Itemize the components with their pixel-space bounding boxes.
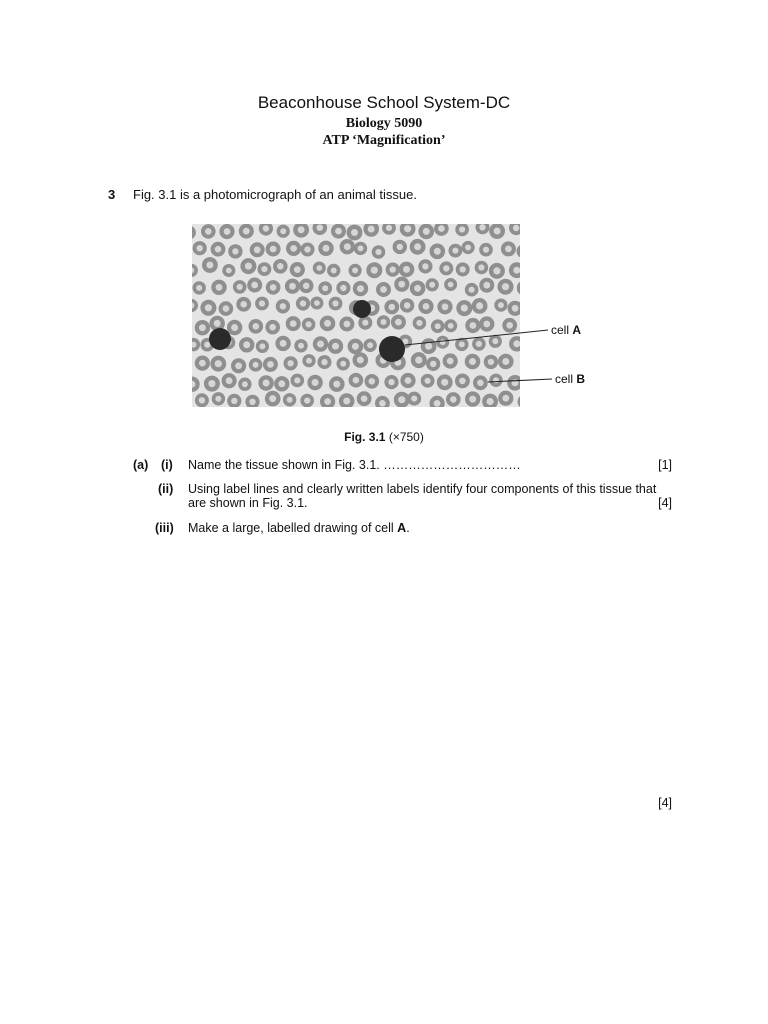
red-blood-cell-centre	[280, 340, 287, 347]
red-blood-cell	[517, 280, 520, 295]
red-blood-cell-centre	[358, 245, 364, 251]
red-blood-cell-centre	[357, 285, 364, 292]
red-blood-cell-centre	[314, 300, 320, 306]
red-blood-cell-centre	[335, 228, 342, 235]
red-blood-cell-centre	[483, 321, 490, 328]
part-iii-text: Make a large, labelled drawing of cell A.	[188, 521, 410, 535]
red-blood-cell-centre	[498, 302, 504, 308]
blood-smear-image	[192, 224, 520, 407]
red-blood-cell-centre	[199, 360, 206, 367]
red-blood-cell-centre	[323, 245, 330, 252]
red-blood-cell-centre	[368, 226, 375, 233]
red-blood-cell-centre	[493, 267, 500, 274]
red-blood-cell-centre	[197, 245, 203, 251]
red-blood-cell-centre	[447, 358, 454, 365]
red-blood-cell-centre	[388, 379, 394, 385]
red-blood-cell-centre	[459, 378, 466, 385]
red-blood-cell-centre	[483, 282, 490, 289]
red-blood-cell-centre	[452, 248, 458, 254]
red-blood-cell-centre	[488, 359, 494, 365]
red-blood-cell-centre	[205, 304, 212, 311]
red-blood-cell-centre	[259, 343, 265, 349]
red-blood-cell-centre	[231, 324, 238, 331]
cell-a-label: cell A	[551, 323, 582, 337]
red-blood-cell-centre	[290, 320, 297, 327]
red-blood-cell-centre	[254, 246, 261, 253]
red-blood-cell-centre	[343, 398, 350, 405]
school-name: Beaconhouse School System-DC	[257, 93, 511, 112]
red-blood-cell-centre	[304, 398, 310, 404]
red-blood-cell-centre	[397, 244, 403, 250]
red-blood-cell-centre	[253, 323, 260, 330]
red-blood-cell-centre	[208, 380, 215, 387]
red-blood-cell-centre	[404, 225, 411, 232]
red-blood-cell-centre	[513, 267, 520, 274]
red-blood-cell-centre	[430, 361, 436, 367]
red-blood-cell-centre	[306, 321, 312, 327]
red-blood-cell-centre	[438, 225, 445, 232]
red-blood-cell-centre	[324, 398, 331, 405]
red-blood-cell-centre	[277, 263, 284, 270]
red-blood-cell-centre	[304, 246, 310, 252]
red-blood-cell-centre	[331, 268, 337, 274]
red-blood-cell-centre	[316, 265, 322, 271]
red-blood-cell-centre	[251, 282, 258, 289]
cell-b-label: cell B	[555, 372, 586, 386]
red-blood-cell-centre	[253, 362, 259, 368]
red-blood-cell-centre	[425, 378, 431, 384]
red-blood-cell-centre	[245, 263, 252, 270]
red-blood-cell-centre	[215, 246, 222, 253]
red-blood-cell-centre	[460, 266, 466, 272]
red-blood-cell-centre	[441, 379, 448, 386]
red-blood-cell-centre	[381, 319, 387, 325]
red-blood-cell-centre	[448, 323, 454, 329]
part-ii-label: (ii)	[158, 482, 174, 496]
red-blood-cell-centre	[404, 302, 411, 309]
red-blood-cell-centre	[280, 303, 286, 309]
red-blood-cell-centre	[289, 283, 296, 290]
red-blood-cell-centre	[487, 398, 494, 405]
red-blood-cell-centre	[232, 248, 238, 254]
part-iii-marks: [4]	[658, 796, 672, 810]
red-blood-cell-centre	[469, 396, 476, 403]
red-blood-cell-centre	[479, 224, 485, 230]
red-blood-cell-centre	[414, 285, 421, 292]
red-blood-cell-centre	[506, 322, 513, 329]
red-blood-cell-centre	[469, 358, 476, 365]
red-blood-cell-centre	[434, 400, 441, 407]
red-blood-cell-centre	[312, 379, 319, 386]
red-blood-cell-centre	[390, 266, 396, 272]
red-blood-cell-centre	[303, 283, 310, 290]
red-blood-cell-centre	[235, 362, 242, 369]
red-blood-cell-centre	[476, 341, 482, 347]
red-blood-cell-centre	[353, 377, 360, 384]
red-blood-cell-centre	[380, 286, 387, 293]
red-blood-cell-centre	[278, 380, 285, 387]
red-blood-cell-centre	[512, 379, 519, 386]
red-blood-cell-centre	[416, 320, 422, 326]
red-blood-cell-centre	[294, 377, 300, 383]
red-blood-cell-centre	[395, 319, 402, 326]
white-blood-cell	[379, 336, 405, 362]
red-blood-cell-centre	[214, 320, 221, 327]
red-blood-cell-centre	[448, 282, 454, 288]
red-blood-cell-centre	[261, 266, 267, 272]
red-blood-cell-centre	[199, 397, 205, 403]
red-blood-cell-centre	[379, 400, 386, 407]
white-blood-cell	[353, 300, 371, 318]
red-blood-cell-centre	[196, 285, 202, 291]
red-blood-cell-centre	[414, 243, 421, 250]
part-i-marks: [1]	[658, 458, 672, 472]
red-blood-cell-centre	[333, 381, 340, 388]
question-intro: Fig. 3.1 is a photomicrograph of an animal tissue.	[133, 187, 417, 202]
red-blood-cell-centre	[478, 264, 484, 270]
red-blood-cell-centre	[263, 225, 269, 231]
question-number: 3	[108, 187, 116, 202]
red-blood-cell-centre	[324, 320, 331, 327]
part-i-label: (i)	[161, 458, 173, 472]
red-blood-cell-centre	[298, 343, 304, 349]
red-blood-cell-centre	[513, 225, 519, 231]
red-blood-cell-centre	[300, 300, 306, 306]
red-blood-cell-centre	[224, 228, 231, 235]
red-blood-cell-centre	[389, 304, 396, 311]
red-blood-cell-centre	[492, 338, 498, 344]
red-blood-cell-centre	[502, 395, 509, 402]
part-a-label: (a)	[133, 458, 149, 472]
red-blood-cell-centre	[440, 339, 446, 345]
red-blood-cell-centre	[450, 396, 457, 403]
red-blood-cell-centre	[429, 282, 435, 288]
red-blood-cell-centre	[240, 301, 247, 308]
red-blood-cell-centre	[332, 300, 338, 306]
red-blood-cell-centre	[425, 343, 432, 350]
red-blood-cell-centre	[270, 284, 277, 291]
red-blood-cell-centre	[269, 324, 276, 331]
red-blood-cell-centre	[280, 228, 286, 234]
red-blood-cell-centre	[461, 305, 468, 312]
red-blood-cell-centre	[435, 323, 441, 329]
red-blood-cell-centre	[322, 285, 328, 291]
red-blood-cell-centre	[344, 243, 351, 250]
red-blood-cell-centre	[398, 396, 405, 403]
red-blood-cell-centre	[469, 287, 475, 293]
red-blood-cell-centre	[371, 267, 378, 274]
red-blood-cell-centre	[298, 226, 305, 233]
red-blood-cell-centre	[361, 395, 368, 402]
red-blood-cell-centre	[398, 281, 405, 288]
red-blood-cell-centre	[206, 262, 213, 269]
white-blood-cell	[209, 328, 231, 350]
figure-caption: Fig. 3.1 (×750)	[344, 430, 424, 444]
red-blood-cell-centre	[199, 324, 206, 331]
red-blood-cell-centre	[249, 399, 255, 405]
red-blood-cell-centre	[494, 228, 501, 235]
red-blood-cell-centre	[405, 377, 412, 384]
red-blood-cell-centre	[267, 361, 274, 368]
red-blood-cell-centre	[434, 248, 441, 255]
red-blood-cell-centre	[294, 266, 301, 273]
red-blood-cell-centre	[321, 359, 327, 365]
red-blood-cell-centre	[317, 224, 324, 231]
red-blood-cell-centre	[243, 341, 250, 348]
red-blood-cell-centre	[443, 265, 449, 271]
red-blood-cell-centre	[263, 380, 270, 387]
photomicrograph	[192, 224, 520, 407]
red-blood-cell-centre	[243, 228, 250, 235]
red-blood-cell-centre	[259, 300, 265, 306]
red-blood-cell-centre	[231, 398, 237, 404]
red-blood-cell-centre	[386, 225, 392, 231]
red-blood-cell-centre	[340, 361, 346, 367]
red-blood-cell-centre	[465, 245, 471, 251]
red-blood-cell-centre	[270, 246, 277, 253]
red-blood-cell-centre	[411, 396, 417, 402]
red-blood-cell-centre	[237, 284, 243, 290]
red-blood-cell-centre	[502, 358, 509, 365]
red-blood-cell-centre	[215, 396, 221, 402]
red-blood-cell-centre	[306, 358, 312, 364]
red-blood-cell-centre	[287, 397, 293, 403]
red-blood-cell-centre	[351, 229, 358, 236]
red-blood-cell-centre	[512, 305, 519, 312]
red-blood-cell-centre	[502, 283, 509, 290]
red-blood-cell-centre	[483, 247, 489, 253]
red-blood-cell-centre	[476, 302, 483, 309]
red-blood-cell-centre	[205, 228, 212, 235]
part-ii-marks: [4]	[658, 496, 672, 510]
part-ii-text: Using label lines and clearly written labels identify four components of this tissue that are shown in Fig. 3.1.	[188, 482, 657, 510]
red-blood-cell-centre	[226, 268, 232, 274]
red-blood-cell-centre	[332, 343, 339, 350]
red-blood-cell-centre	[513, 340, 520, 347]
red-blood-cell-centre	[375, 249, 381, 255]
red-blood-cell-centre	[423, 228, 430, 235]
red-blood-cell-centre	[442, 303, 449, 310]
red-blood-cell-centre	[369, 378, 376, 385]
red-blood-cell-centre	[415, 357, 422, 364]
red-blood-cell-centre	[204, 342, 210, 348]
red-blood-cell-centre	[477, 380, 484, 387]
red-blood-cell-centre	[215, 360, 222, 367]
red-blood-cell	[518, 394, 520, 407]
red-blood-cell-centre	[223, 305, 230, 312]
red-blood-cell-centre	[317, 341, 324, 348]
red-blood-cell-centre	[459, 226, 465, 232]
red-blood-cell-centre	[352, 267, 358, 273]
red-blood-cell-centre	[470, 322, 477, 329]
red-blood-cell-centre	[362, 320, 368, 326]
red-blood-cell-centre	[242, 381, 248, 387]
red-blood-cell	[517, 244, 521, 258]
red-blood-cell-centre	[216, 284, 223, 291]
red-blood-cell-centre	[423, 303, 430, 310]
red-blood-cell-centre	[403, 266, 410, 273]
red-blood-cell-centre	[344, 321, 351, 328]
course-code: Biology 5090	[345, 116, 423, 131]
part-iii-label: (iii)	[155, 521, 174, 535]
worksheet-topic: ATP ‘Magnification’	[322, 133, 446, 148]
red-blood-cell-centre	[493, 377, 499, 383]
red-blood-cell-centre	[367, 342, 373, 348]
part-i-text: Name the tissue shown in Fig. 3.1. ……………………………	[188, 458, 521, 472]
red-blood-cell-centre	[287, 360, 293, 366]
red-blood-cell-centre	[505, 246, 512, 253]
red-blood-cell-centre	[357, 357, 364, 364]
red-blood-cell	[192, 226, 196, 240]
red-blood-cell-centre	[340, 285, 346, 291]
red-blood-cell-centre	[269, 395, 276, 402]
red-blood-cell-centre	[290, 245, 297, 252]
red-blood-cell-centre	[422, 263, 428, 269]
red-blood-cell-centre	[459, 341, 465, 347]
red-blood-cell-centre	[226, 377, 233, 384]
red-blood-cell-centre	[352, 343, 359, 350]
